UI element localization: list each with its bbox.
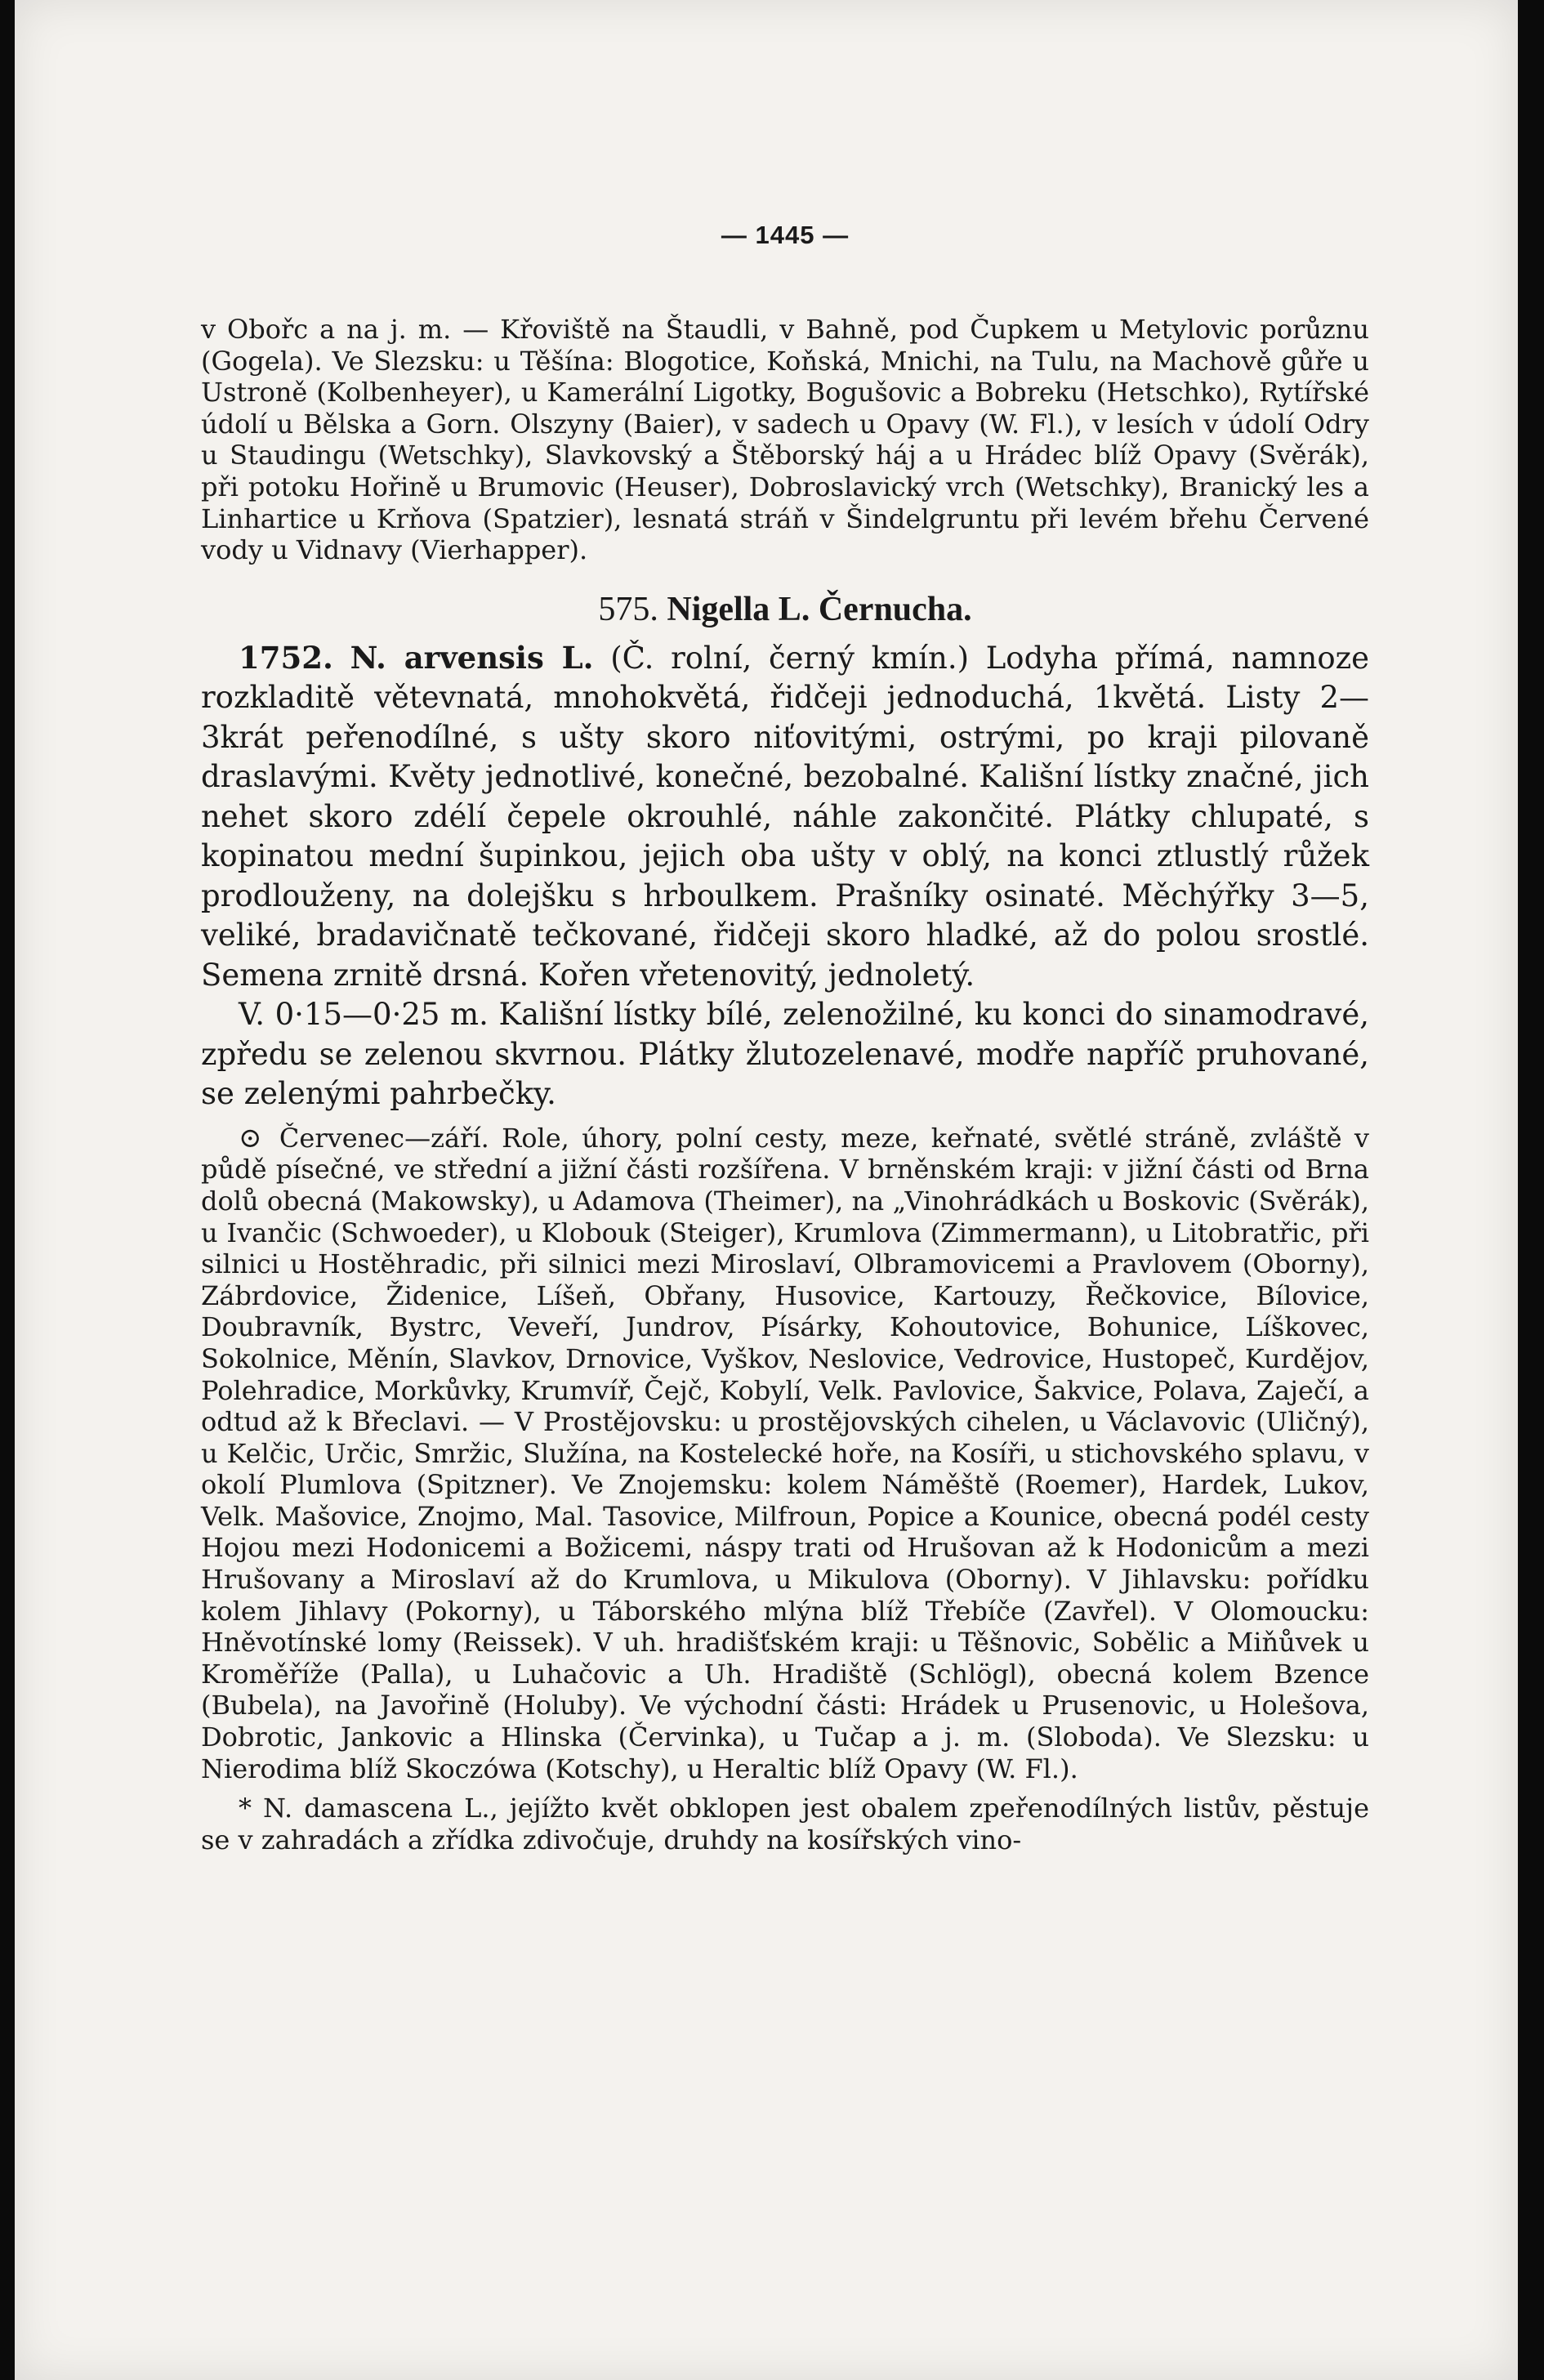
text-column — [201, 221, 1369, 1855]
spacer — [201, 1784, 1369, 1793]
distribution-continued-paragraph: v Obořc a na j. m. — Křoviště na Štaudli, v Bahně, pod Čupkem u Metylovic porůznu (Gogela). Ve Slezsku: u Těšína: Blogotice, Koňská, Mnichi, na Tulu, na Machově gůře u Ustroně (Kolbenheyer), u Kamerální Ligotky, Bogušovic a Bobreku (Hetschko), Rytířské údolí u Bělska a Gorn. Olszyny (Baier), v sadech u Opavy (W. Fl.), v lesích v údolí Odry u Staudingu (Wetschky), Slavkovský a Štěborský háj a u Hrádec blíž Opavy (Svěrák), při potoku Hořině u Brumovic (Heuser), Dobroslavický vrch (Wetschky), Branický les a Linhartice u Krňova (Spatzier), lesnatá stráň v Šindelgruntu při levém břehu Červené vody u Vidnavy (Vierhapper). — [201, 314, 1369, 566]
genus-name: Nigella L. — [667, 590, 810, 628]
species-number: 1752. — [239, 639, 333, 676]
spacer — [201, 1114, 1369, 1123]
scanned-page — [15, 0, 1518, 2380]
footnote: * N. damascena L., jejížto květ obklopen jest obalem zpeřenodílných listův, pěstuje se v zahradách a zřídka zdivočuje, druhdy na kosířských vino- — [201, 1793, 1369, 1855]
species-description-paragraph — [201, 638, 1369, 996]
annual-plant-icon: ⊙ — [239, 1121, 262, 1154]
species-name: N. arvensis L. — [350, 639, 594, 676]
species-description: Lodyha přímá, namnoze rozkladitě větevnatá, mnohokvětá, řidčeji jednoduchá, 1květá. Listy 2—3krát peřenodílné, s ušty skoro niťovitými, ostrými, po kraji pilovaně draslavými. Květy jednotlivé, konečné, bezobalné. Kališní lístky značné, jich nehet skoro zdélí čepele okrouhlé, náhle zakončité. Plátky chlupaté, s kopinatou mední šupinkou, jejich oba ušty v oblý, na konci ztlustlý růžek prodlouženy, na dolejšku s hrboulkem. Prašníky osinaté. Měchýřky 3—5, veliké, bradavičnatě tečkované, řidčeji skoro hladké, až do polou srostlé. Semena zrnitě drsná. Kořen vřetenovitý, jednoletý. — [201, 640, 1369, 993]
variety-paragraph: V. 0·15—0·25 m. Kališní lístky bílé, zelenožilné, ku konci do sinamodravé, zpředu se zelenou skvrnou. Plátky žlutozelenavé, modře napříč pruhované, se zelenými pahrbečky. — [201, 997, 1369, 1112]
genus-number: 575. — [598, 590, 658, 628]
genus-heading — [201, 586, 1369, 633]
species-czech-name: (Č. rolní, černý kmín.) — [610, 640, 970, 676]
distribution-text: Červenec—září. Role, úhory, polní cesty, meze, keřnaté, světlé stráně, zvláště v půdě písečné, ve střední a jižní části rozšířena. V brněnském kraji: v jižní části od Brna dolů obecná (Makowsky), u Adamova (Theimer), na „Vinohrádkách u Boskovic (Svěrák), u Ivančic (Schwoeder), u Klobouk (Steiger), Krumlova (Zimmermann), u Litobratřic, při silnici u Hostěhradic, při silnici mezi Miroslaví, Olbramovicemi a Pravlovem (Oborny), Zábrdovice, Židenice, Líšeň, Obřany, Husovice, Kartouzy, Řečkovice, Bílovice, Doubravník, Bystrc, Veveří, Jundrov, Písárky, Kohoutovice, Bohunice, Líškovec, Sokolnice, Měnín, Slavkov, Drnovice, Vyškov, Neslovice, Vedrovice, Hustopeč, Kurdějov, Polehradice, Morkůvky, Krumvíř, Čejč, Kobylí, Velk. Pavlovice, Šakvice, Polava, Zaječí, a odtud až k Břeclavi. — V Prostějovsku: u prostějovských cihelen, u Václavovic (Uličný), u Kelčic, Určic, Smržic, Služína, na Kostelecké hoře, na Kosíři, u stichovského splavu, v okolí Plumlova (Spitzner). Ve Znojemsku: kolem Náměště (Roemer), Hardek, Lukov, Velk. Mašovice, Znojmo, Mal. Tasovice, Milfroun, Popice a Kounice, obecná podél cesty Hojou mezi Hodonicemi a Božicemi, náspy trati od Hrušovan až k Hodonicům a mezi Hrušovany a Miroslaví až do Krumlova, u Mikulova (Oborny). V Jihlavsku: pořídku kolem Jihlavy (Pokorny), u Táborského mlýna blíž Třebíče (Zavřel). V Olomoucku: Hněvotínské lomy (Reissek). V uh. hradišťském kraji: u Těšnovic, Sobělic a Miňůvek u Kroměříže (Palla), u Luhačovic a Uh. Hradiště (Schlögl), obecná kolem Bzence (Bubela), na Javořině (Holuby). Ve východní části: Hrádek u Prusenovic, u Holešova, Dobrotic, Jankovic a Hlinska (Červinka), u Tučap a j. m. (Sloboda). Ve Slezsku: u Nierodima blíž Skoczówa (Kotschy), u Heraltic blíž Opavy (W. Fl.). — [201, 1122, 1370, 1784]
page-number: — 1445 — — [721, 221, 850, 249]
genus-czech-name: Černucha. — [818, 590, 972, 628]
distribution-paragraph — [201, 1123, 1369, 1784]
